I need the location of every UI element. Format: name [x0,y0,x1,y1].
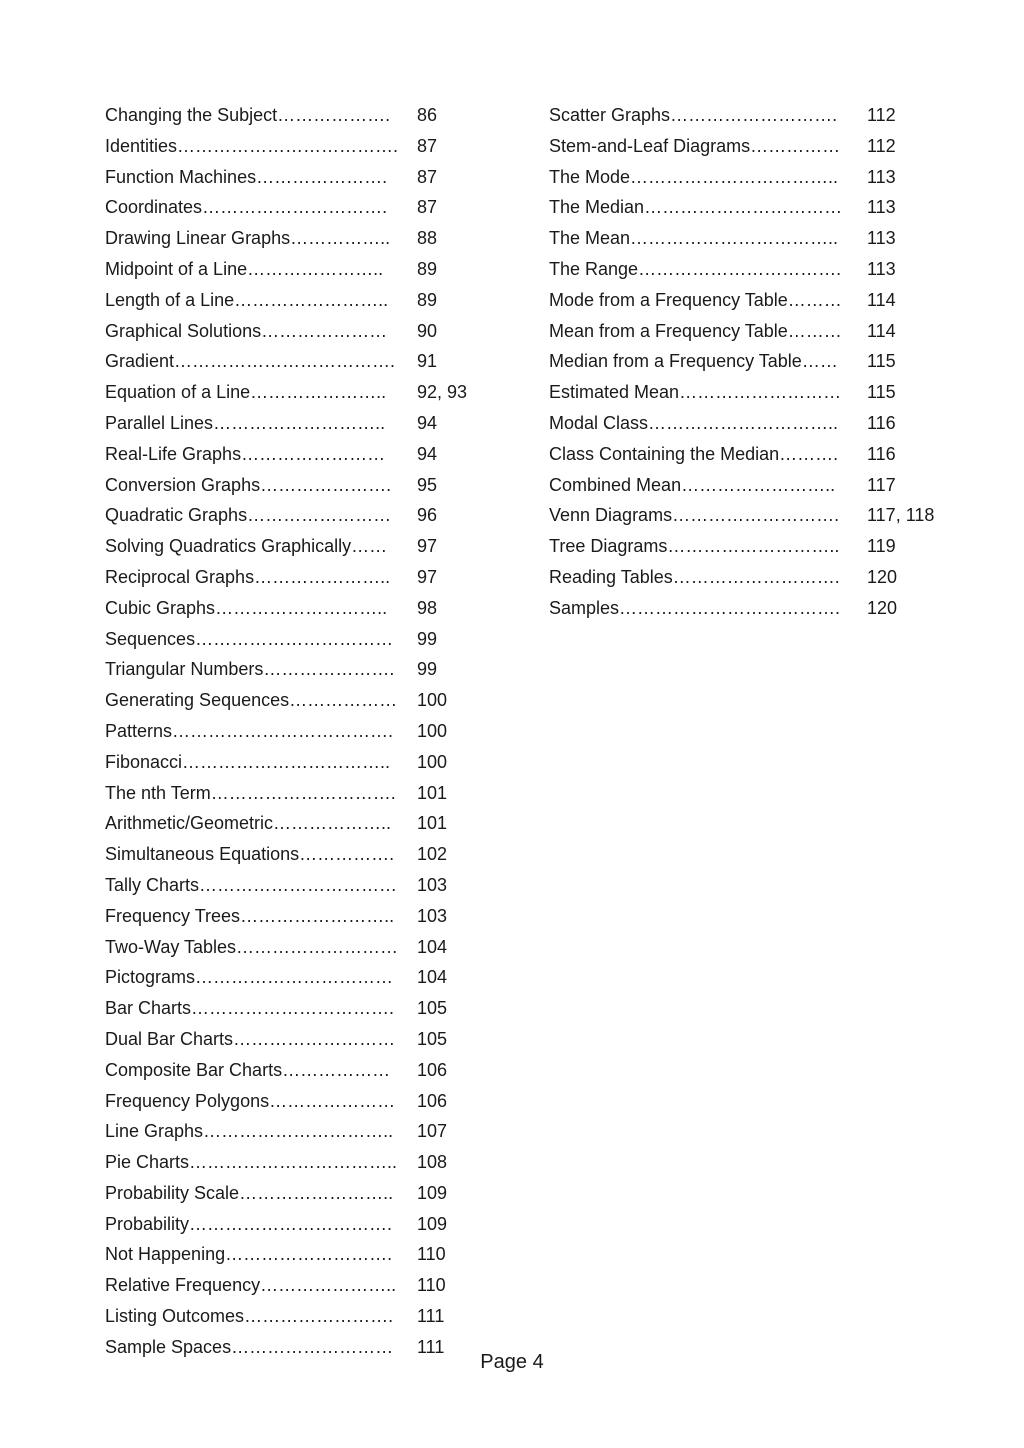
toc-entry-topic-with-leader [105,285,411,316]
toc-entry-page-number: 89 [417,258,438,279]
toc-entry [105,1270,485,1301]
toc-entry-title: Not Happening [105,1244,226,1265]
toc-entry-topic-with-leader [549,192,861,223]
toc-entry [549,531,969,562]
toc-entry-dot-leader: ……… [787,289,842,310]
toc-entry-topic-with-leader [105,254,411,285]
toc-entry [549,254,969,285]
toc-entry-page-number: 103 [417,874,448,895]
toc-entry-title: Equation of a Line [105,382,251,403]
toc-entry-title: Patterns [105,720,173,741]
toc-entry-dot-leader: …………………. [256,166,388,187]
toc-entry [105,285,485,316]
toc-entry-dot-leader: ………………………. [672,505,840,526]
toc-entry-title: Quadratic Graphs [105,505,248,526]
toc-entry-page-number: 117, 118 [867,505,935,526]
toc-entry-page-number: 90 [417,320,438,341]
toc-entry-title: Frequency Trees [105,905,241,926]
toc-entry-topic-with-leader [549,408,861,439]
toc-entry-dot-leader: …………………………. [202,197,388,218]
toc-entry-topic-with-leader [105,346,411,377]
toc-entry [105,654,485,685]
toc-entry-topic-with-leader [105,192,411,223]
toc-entry-title: Simultaneous Equations [105,844,300,865]
toc-entry [105,685,485,716]
toc-entry-dot-leader: ………………….. [250,382,387,403]
toc-entry-topic-with-leader [105,654,411,685]
toc-entry-page-number: 107 [417,1121,448,1142]
toc-entry-page-number: 113 [867,166,896,187]
toc-entry-title: Listing Outcomes [105,1306,245,1327]
toc-entry-title: Function Machines [105,166,257,187]
toc-entry-title: Pictograms [105,967,196,988]
toc-entry [549,470,969,501]
toc-entry [105,1301,485,1332]
toc-entry-topic-with-leader [105,593,411,624]
toc-entry-page-number: 99 [417,659,438,680]
toc-entry [105,593,485,624]
toc-entry-topic-with-leader [105,1116,411,1147]
toc-entry-title: Drawing Linear Graphs [105,228,291,249]
toc-entry-dot-leader: ………………….. [247,258,384,279]
toc-right-column [549,100,969,624]
toc-entry-dot-leader: …………………….. [234,289,389,310]
toc-entry-page-number: 113 [867,228,896,249]
toc-entry-page-number: 111 [417,1306,445,1327]
toc-entry-page-number: 99 [417,628,438,649]
toc-entry-page-number: 116 [867,443,896,464]
toc-entry-title: Modal Class [549,412,649,433]
toc-left-column [105,100,485,1363]
toc-entry-dot-leader: ………………………………. [172,720,394,741]
toc-entry-topic-with-leader [549,223,861,254]
toc-entry-topic-with-leader [549,439,861,470]
toc-entry-title: Line Graphs [105,1121,204,1142]
toc-entry-page-number: 101 [417,782,448,803]
toc-entry-dot-leader: …………………………….. [630,228,839,249]
toc-entry-dot-leader: ………………… [261,320,388,341]
toc-entry-dot-leader: ………………………………. [174,351,396,372]
toc-entry-dot-leader: …………………….. [681,474,836,495]
toc-entry-page-number: 106 [417,1059,448,1080]
toc-entry-dot-leader: …… [801,351,838,372]
toc-entry-page-number: 87 [417,135,438,156]
toc-entry [105,346,485,377]
toc-entry-page-number: 109 [417,1182,448,1203]
toc-entry-topic-with-leader [105,1055,411,1086]
toc-entry-page-number: 114 [867,320,896,341]
toc-entry-topic-with-leader [549,500,861,531]
toc-entry-title: Conversion Graphs [105,474,261,495]
toc-entry-dot-leader: ……………….. [273,813,392,834]
toc-entry-dot-leader: ……………………… [231,1336,394,1357]
toc-entry [105,1055,485,1086]
toc-entry-topic-with-leader [105,377,411,408]
toc-entry-topic-with-leader [105,747,411,778]
toc-entry-dot-leader: …………………………….. [189,1152,398,1173]
toc-entry-title: Pie Charts [105,1152,190,1173]
toc-entry [549,408,969,439]
toc-entry-title: The Mean [549,228,631,249]
toc-entry-topic-with-leader [105,1239,411,1270]
toc-entry [549,439,969,470]
toc-entry-topic-with-leader [105,100,411,131]
toc-entry-dot-leader: ……………………….. [215,597,388,618]
toc-entry-page-number: 115 [867,382,896,403]
toc-entry [105,993,485,1024]
toc-entry-title: Relative Frequency [105,1275,261,1296]
toc-entry-dot-leader: …………………….. [240,905,395,926]
toc-entry-page-number: 117 [867,474,896,495]
toc-entry-topic-with-leader [105,223,411,254]
toc-entry-title: Reciprocal Graphs [105,566,255,587]
toc-entry-topic-with-leader [105,932,411,963]
toc-entry [549,346,969,377]
toc-entry-title: Class Containing the Median [549,443,780,464]
toc-entry [105,870,485,901]
toc-entry-title: Generating Sequences [105,690,290,711]
toc-entry-page-number: 119 [867,536,896,557]
toc-entry-title: The nth Term [105,782,211,803]
toc-entry-page-number: 101 [417,813,448,834]
toc-entry-topic-with-leader [105,685,411,716]
toc-entry-title: Solving Quadratics Graphically [105,536,352,557]
toc-entry [105,1239,485,1270]
toc-entry-dot-leader: ………………………. [225,1244,393,1265]
toc-entry-topic-with-leader [549,316,861,347]
toc-entry-dot-leader: ……………………….. [667,536,840,557]
toc-entry [549,131,969,162]
toc-entry-title: Cubic Graphs [105,597,216,618]
toc-entry-topic-with-leader [549,131,861,162]
toc-entry [105,1178,485,1209]
toc-entry-title: The Range [549,258,639,279]
toc-entry-topic-with-leader [105,839,411,870]
toc-entry-title: Coordinates [105,197,203,218]
toc-entry-title: Graphical Solutions [105,320,262,341]
toc-entry [105,500,485,531]
toc-entry-page-number: 100 [417,720,448,741]
toc-entry-page-number: 105 [417,1028,448,1049]
toc-entry-title: Estimated Mean [549,382,680,403]
toc-entry [105,624,485,655]
toc-entry-title: Tree Diagrams [549,536,668,557]
toc-entry [105,162,485,193]
toc-entry [105,408,485,439]
toc-entry-topic-with-leader [105,531,411,562]
toc-entry-page-number: 120 [867,597,898,618]
toc-entry-title: Identities [105,135,178,156]
toc-entry-page-number: 94 [417,412,438,433]
toc-entry-dot-leader: …………………………… [195,967,394,988]
toc-entry-topic-with-leader [549,285,861,316]
toc-entry-topic-with-leader [105,901,411,932]
toc-entry-dot-leader: …………………. [263,659,395,680]
toc-entry-title: Triangular Numbers [105,659,264,680]
toc-entry-dot-leader: …………………….. [239,1182,394,1203]
toc-entry-dot-leader: ……………… [282,1059,391,1080]
toc-entry-page-number: 98 [417,597,438,618]
toc-entry-page-number: 87 [417,166,438,187]
toc-entry-dot-leader: …………………… [241,443,386,464]
toc-entry [105,1147,485,1178]
toc-entry-page-number: 100 [417,690,448,711]
toc-entry [549,562,969,593]
toc-entry [105,531,485,562]
toc-entry-topic-with-leader [105,316,411,347]
toc-entry-dot-leader: ……………. [299,844,395,865]
toc-entry-title: Fibonacci [105,751,183,772]
toc-entry-topic-with-leader [105,562,411,593]
toc-entry-dot-leader: ……………………. [244,1306,394,1327]
toc-entry-page-number: 89 [417,289,438,310]
toc-entry [105,901,485,932]
toc-entry-title: Median from a Frequency Table [549,351,802,372]
toc-entry-page-number: 87 [417,197,438,218]
toc-entry [105,716,485,747]
toc-entry-dot-leader: ………………………. [670,105,838,125]
toc-entry [549,593,969,624]
toc-entry-topic-with-leader [105,1301,411,1332]
toc-entry-dot-leader: …………… [750,135,841,156]
toc-entry [105,808,485,839]
toc-entry-title: Bar Charts [105,998,192,1019]
toc-entry-page-number: 100 [417,751,448,772]
toc-entry-page-number: 94 [417,443,438,464]
toc-entry-page-number: 91 [417,351,438,372]
toc-entry-topic-with-leader [105,439,411,470]
toc-entry-title: Mean from a Frequency Table [549,320,788,341]
toc-entry-dot-leader: ………………………….. [648,412,839,433]
toc-entry-page-number: 113 [867,197,896,218]
toc-entry-topic-with-leader [105,1147,411,1178]
toc-entry-dot-leader: …………………. [260,474,392,495]
toc-entry [105,223,485,254]
toc-entry-topic-with-leader [105,624,411,655]
toc-entry-page-number: 92, 93 [417,382,468,403]
toc-entry-dot-leader: ……………………………. [189,1213,393,1234]
toc-entry-page-number: 95 [417,474,438,495]
toc-entry-topic-with-leader [105,1024,411,1055]
toc-entry-dot-leader: …………………………… [199,874,398,895]
toc-entry [105,254,485,285]
toc-entry-title: Combined Mean [549,474,682,495]
toc-entry-page-number: 86 [417,105,438,125]
toc-entry-topic-with-leader [105,808,411,839]
toc-entry-dot-leader: …………………………. [210,782,396,803]
toc-entry [105,439,485,470]
toc-entry-dot-leader: ………………….. [260,1275,397,1296]
toc-entry [105,778,485,809]
toc-entry-dot-leader: ……………………… [679,382,842,403]
toc-entry [105,1209,485,1240]
toc-entry-topic-with-leader [549,562,861,593]
toc-entry [105,747,485,778]
toc-entry-title: Mode from a Frequency Table [549,289,788,310]
toc-entry-page-number: 116 [867,412,896,433]
toc-entry-topic-with-leader [105,131,411,162]
toc-entry-topic-with-leader [105,1270,411,1301]
toc-entry-topic-with-leader [105,1178,411,1209]
toc-entry-title: Gradient [105,351,175,372]
toc-entry-topic-with-leader [549,470,861,501]
toc-entry [105,932,485,963]
toc-entry-page-number: 88 [417,228,438,249]
toc-entry [105,562,485,593]
toc-entry-title: Changing the Subject [105,105,278,125]
toc-entry-title: Venn Diagrams [549,505,673,526]
toc-entry [105,377,485,408]
toc-entry-topic-with-leader [105,1086,411,1117]
toc-entry-dot-leader: …………………………….. [630,166,839,187]
toc-entry [549,285,969,316]
toc-entry-page-number: 110 [417,1244,446,1265]
toc-entry [549,100,969,131]
toc-entry-dot-leader: ………………. [277,105,391,125]
toc-entry-dot-leader: ……………………………. [638,258,842,279]
toc-entry-topic-with-leader [105,778,411,809]
toc-entry [549,316,969,347]
toc-entry-topic-with-leader [549,162,861,193]
toc-entry-topic-with-leader [105,162,411,193]
toc-entry-page-number: 115 [867,351,896,372]
toc-entry-page-number: 104 [417,936,448,957]
toc-entry-topic-with-leader [105,470,411,501]
toc-entry-dot-leader: …………….. [290,228,391,249]
toc-entry-page-number: 108 [417,1152,448,1173]
toc-entry-title: Midpoint of a Line [105,258,248,279]
toc-entry-page-number: 104 [417,967,448,988]
toc-entry-title: Tally Charts [105,874,200,895]
toc-entry-page-number: 103 [417,905,448,926]
toc-entry-title: Frequency Polygons [105,1090,270,1111]
toc-entry [105,839,485,870]
toc-entry-topic-with-leader [549,377,861,408]
toc-entry-dot-leader: …………………………… [195,628,394,649]
toc-entry [549,500,969,531]
toc-entry-title: Length of a Line [105,289,235,310]
toc-entry [105,1024,485,1055]
toc-entry-page-number: 97 [417,536,438,557]
toc-entry [105,962,485,993]
toc-entry [105,470,485,501]
toc-entry [105,100,485,131]
toc-entry [549,162,969,193]
toc-entry-title: Probability Scale [105,1182,240,1203]
toc-entry-title: Parallel Lines [105,412,214,433]
toc-entry-page-number: 106 [417,1090,448,1111]
toc-entry-dot-leader: …………………… [247,505,392,526]
toc-entry-topic-with-leader [549,100,861,131]
toc-entry-dot-leader: ……… [787,320,842,341]
toc-entry-dot-leader: ……………………… [233,1028,396,1049]
toc-entry-title: The Median [549,197,645,218]
toc-entry-page-number: 102 [417,844,448,865]
toc-entry-page-number: 112 [867,135,896,156]
toc-entry-dot-leader: ……………… [289,690,398,711]
toc-entry-dot-leader: ………………….. [254,566,391,587]
toc-entry-topic-with-leader [105,500,411,531]
toc-entry-title: Reading Tables [549,566,673,587]
toc-entry-title: Stem-and-Leaf Diagrams [549,135,751,156]
toc-entry-topic-with-leader [105,993,411,1024]
toc-entry-dot-leader: ……………………………. [191,998,395,1019]
toc-entry-title: Samples [549,597,620,618]
toc-entry-title: Probability [105,1213,190,1234]
toc-entry-page-number: 120 [867,566,898,587]
toc-entry-page-number: 112 [867,105,896,125]
toc-entry-dot-leader: ……………………… [236,936,399,957]
toc-entry-dot-leader: ………………………….. [203,1121,394,1142]
toc-entry-title: Real-Life Graphs [105,443,242,464]
toc-entry-dot-leader: ………………………………. [177,135,399,156]
toc-entry-title: The Mode [549,166,631,187]
toc-entry-page-number: 109 [417,1213,448,1234]
toc-entry-title: Dual Bar Charts [105,1028,234,1049]
toc-entry [105,192,485,223]
toc-entry-page-number: 111 [417,1336,445,1357]
toc-entry-topic-with-leader [105,870,411,901]
toc-entry-dot-leader: …………………………… [644,197,843,218]
toc-entry [105,316,485,347]
toc-entry-topic-with-leader [549,346,861,377]
toc-entry-topic-with-leader [105,408,411,439]
toc-entry-page-number: 96 [417,505,438,526]
toc-entry [549,377,969,408]
toc-entry-topic-with-leader [105,1209,411,1240]
toc-entry-dot-leader: ………………………. [672,566,840,587]
toc-entry-page-number: 113 [867,258,896,279]
page-number: Page 4 [480,1351,544,1373]
toc-entry-title: Sample Spaces [105,1336,232,1357]
toc-entry-topic-with-leader [105,962,411,993]
toc-entry-dot-leader: …… [351,536,388,557]
toc-entry-title: Composite Bar Charts [105,1059,283,1080]
toc-entry-page-number: 114 [867,289,896,310]
toc-entry [105,1086,485,1117]
toc-entry-page-number: 97 [417,566,438,587]
toc-entry [549,223,969,254]
toc-entry-page-number: 110 [417,1275,446,1296]
toc-entry-topic-with-leader [549,593,861,624]
toc-entry-title: Arithmetic/Geometric [105,813,274,834]
toc-entry-dot-leader: ………. [779,443,839,464]
toc-entry [105,131,485,162]
toc-entry [549,192,969,223]
toc-entry-dot-leader: ………………………………. [619,597,841,618]
toc-entry-title: Sequences [105,628,196,649]
toc-entry-topic-with-leader [549,531,861,562]
toc-entry-title: Scatter Graphs [549,105,671,125]
toc-entry-page-number: 105 [417,998,448,1019]
toc-entry-topic-with-leader [549,254,861,285]
toc-entry-dot-leader: …………………………….. [182,751,391,772]
toc-entry-topic-with-leader [105,716,411,747]
toc-entry [105,1116,485,1147]
toc-entry-dot-leader: ……………………….. [213,412,386,433]
toc-entry-title: Two-Way Tables [105,936,237,957]
toc-entry-dot-leader: ………………… [269,1090,396,1111]
